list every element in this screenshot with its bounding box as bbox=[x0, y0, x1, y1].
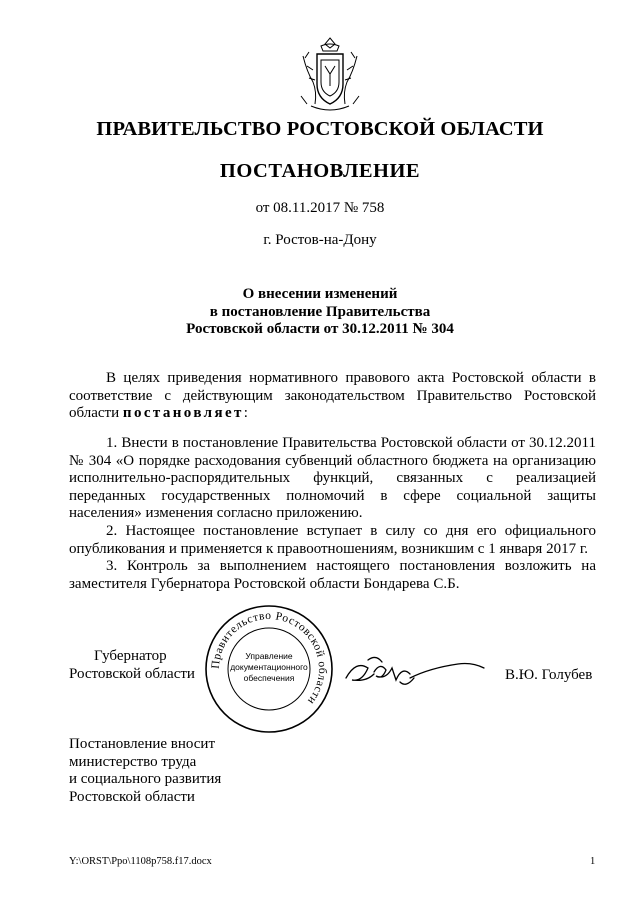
coat-of-arms-emblem bbox=[297, 36, 363, 112]
subject-line: в постановление Правительства bbox=[209, 303, 431, 320]
submitted-by-line: Постановление вносит bbox=[69, 736, 216, 752]
signatory-title-line: Губернатор bbox=[94, 648, 167, 664]
signatory-title bbox=[69, 648, 199, 683]
clause-1: 1. Внести в постановление Правительства Ростовской области от 30.12.2011 № 304 «О порядке расходования субвенций областного бюджета на организацию исполнительно-распорядительных функций, связанных с реализацией переданных государственных полномочий в сфере социальной защиты населения» изменения согласно приложению. bbox=[69, 435, 596, 521]
submitted-by-line: министерство труда bbox=[69, 753, 197, 770]
signatory-name: В.Ю. Голубев bbox=[505, 667, 593, 683]
official-stamp bbox=[203, 603, 335, 735]
clause-2: 2. Настоящее постановление вступает в силу со дня его официального опубликования и применяется к правоотношениям, возникшим с 1 января 2017 г. bbox=[69, 523, 596, 557]
document-type-title: ПОСТАНОВЛЕНИЕ bbox=[219, 160, 421, 182]
subject-line: О внесении изменений bbox=[242, 286, 398, 302]
date-and-number: от 08.11.2017 № 758 bbox=[255, 200, 385, 216]
submitted-by-line: и социального развития bbox=[69, 771, 222, 787]
handwritten-signature bbox=[340, 648, 490, 698]
resolution-keyword: постановляет bbox=[122, 405, 244, 421]
preamble-text: В целях приведения нормативного правового акта Ростовской области в соответствие с действующим законодательством Правительство Ростовской области bbox=[69, 370, 596, 421]
submitted-by-note bbox=[69, 736, 221, 806]
page-number: 1 bbox=[590, 856, 596, 867]
clause-3: 3. Контроль за выполнением настоящего постановления возложить на заместителя Губернатора Ростовской области Бондарева С.Б. bbox=[69, 558, 596, 592]
preamble-paragraph bbox=[69, 370, 596, 423]
document-subject bbox=[0, 286, 640, 339]
stamp-inner-line: документационного bbox=[230, 662, 308, 672]
stamp-inner-line: Управление bbox=[245, 651, 293, 661]
file-path-footer: Y:\ORST\Ppo\1108p758.f17.docx bbox=[69, 856, 212, 867]
stamp-ring-text: Правительство Ростовской области bbox=[209, 609, 329, 707]
stamp-inner-line: обеспечения bbox=[243, 673, 295, 683]
city-line: г. Ростов-на-Дону bbox=[263, 232, 377, 248]
subject-line: Ростовской области от 30.12.2011 № 304 bbox=[186, 321, 454, 337]
submitted-by-line: Ростовской области bbox=[69, 788, 195, 805]
preamble-colon: : bbox=[243, 405, 248, 421]
signatory-title-line: Ростовской области bbox=[69, 665, 195, 682]
organization-title: ПРАВИТЕЛЬСТВО РОСТОВСКОЙ ОБЛАСТИ bbox=[96, 118, 544, 140]
